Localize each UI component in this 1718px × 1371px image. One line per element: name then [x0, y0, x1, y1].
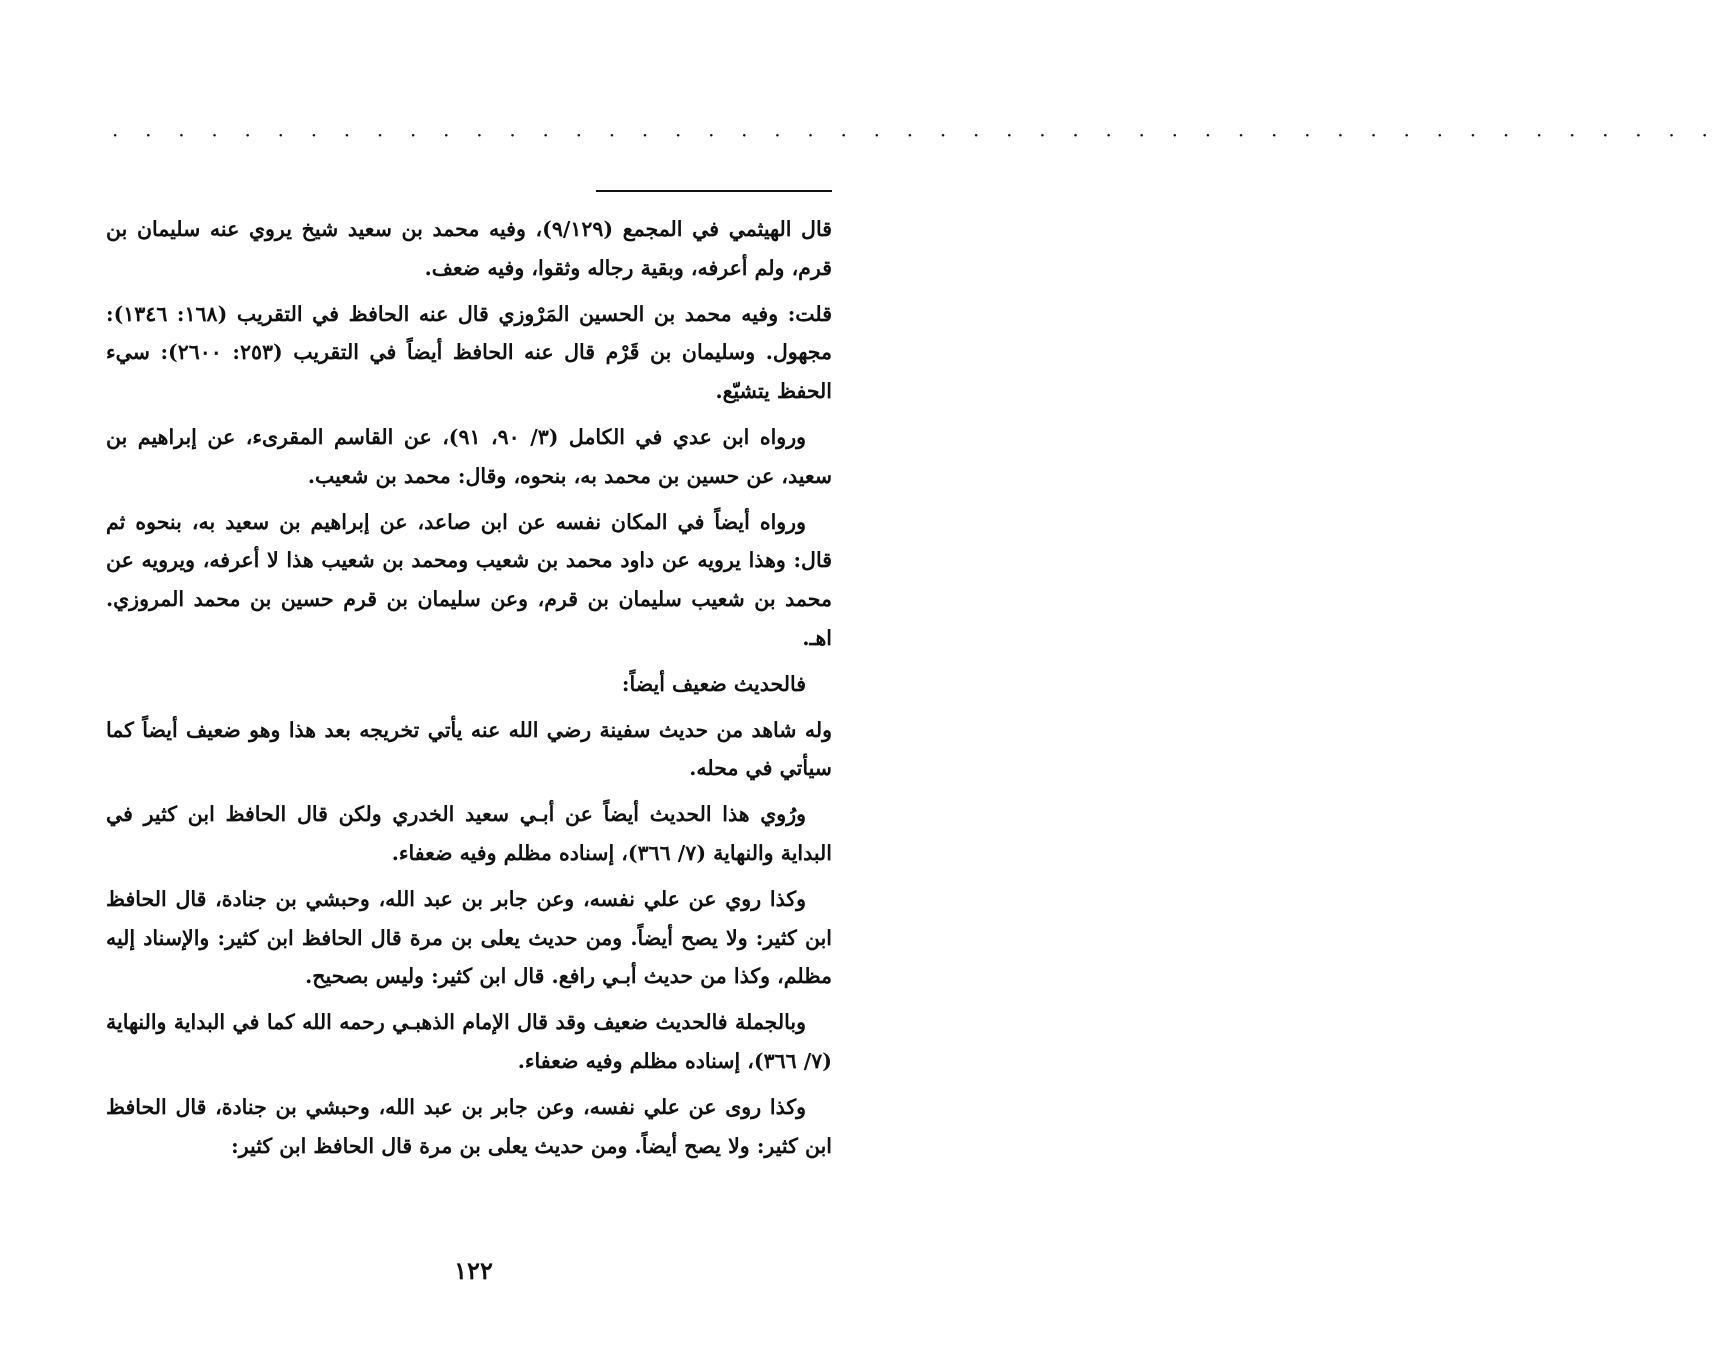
paragraph-qultu: قلت: وفيه محمد بن الحسين المَرْوزي قال عنه الحافظ في التقريب (١٦٨: ١٣٤٦): مجهول. وسليمان بن قَرْم قال عنه الحافظ أيضاً في التقريب (٢٥٣: ٢٦٠٠): سيء الحفظ يتشيّع.: [106, 301, 832, 404]
separator-dots: · · · · · · · · · · · · · · · · · · · · · · · · · · · · · · · · · · · · · · · · · · · · · · · · ·: [112, 123, 1718, 147]
paragraph-haythami: قال الهيثمي في المجمع (٩/١٢٩)، وفيه محمد بن سعيد شيخ يروي عنه سليمان بن قرم، ولم أعرفه، وبقية رجاله وثقوا، وفيه ضعف.: [106, 217, 832, 280]
footnote-text: [106, 210, 832, 1172]
paragraph-ibn-adi: ورواه ابن عدي في الكامل (٣/ ٩٠، ٩١)، عن القاسم المقرىء، عن إبراهيم بن سعيد، عن حسين بن محمد به، بنحوه، وقال: محمد بن شعيب.: [106, 424, 832, 488]
paragraph-safina: وله شاهد من حديث سفينة رضي الله عنه يأتي تخريجه بعد هذا وهو ضعيف أيضاً كما سيأتي في محله.: [106, 717, 832, 781]
footnote-rule: [596, 190, 832, 192]
paragraph-abu-said: ورُوي هذا الحديث أيضاً عن أبـي سعيد الخدري ولكن قال الحافظ ابن كثير في البداية والنهاية (٧/ ٣٦٦)، إسناده مظلم وفيه ضعفاء.: [106, 802, 832, 865]
paragraph-ali-jabir: وكذا روي عن علي نفسه، وعن جابر بن عبد الله، وحبشي بن جنادة، قال الحافظ ابن كثير: ولا يصح أيضاً. ومن حديث يعلى بن مرة قال الحافظ ابن كثير: والإسناد إليه مظلم، وكذا من حديث أبـي رافع. قال ابن كثير: وليس بصحيح.: [106, 886, 832, 989]
paragraph-dhahabi: وبالجملة فالحديث ضعيف وقد قال الإمام الذهبـي رحمه الله كما في البداية والنهاية (٧/ ٣٦٦)، إسناده مظلم وفيه ضعفاء.: [106, 1010, 832, 1073]
paragraph-ibn-saed: ورواه أيضاً في المكان نفسه عن ابن صاعد، عن إبراهيم بن سعيد به، بنحوه ثم قال: وهذا يرويه عن داود محمد بن شعيب ومحمد بن شعيب هذا لا أعرفه، ويرويه عن محمد بن شعيب سليمان بن قرم، وعن سليمان بن قرم حسين بن محمد المروزي. اهـ.: [106, 509, 832, 650]
section-heading: فالحديث ضعيف أيضاً:: [621, 671, 806, 696]
page-number: ١٢٢: [454, 1256, 493, 1285]
paragraph-ali-jabir-repeat: وكذا روى عن علي نفسه، وعن جابر بن عبد الله، وحبشي بن جنادة، قال الحافظ ابن كثير: ولا يصح أيضاً. ومن حديث يعلى بن مرة قال الحافظ ابن كثير:: [106, 1094, 832, 1158]
